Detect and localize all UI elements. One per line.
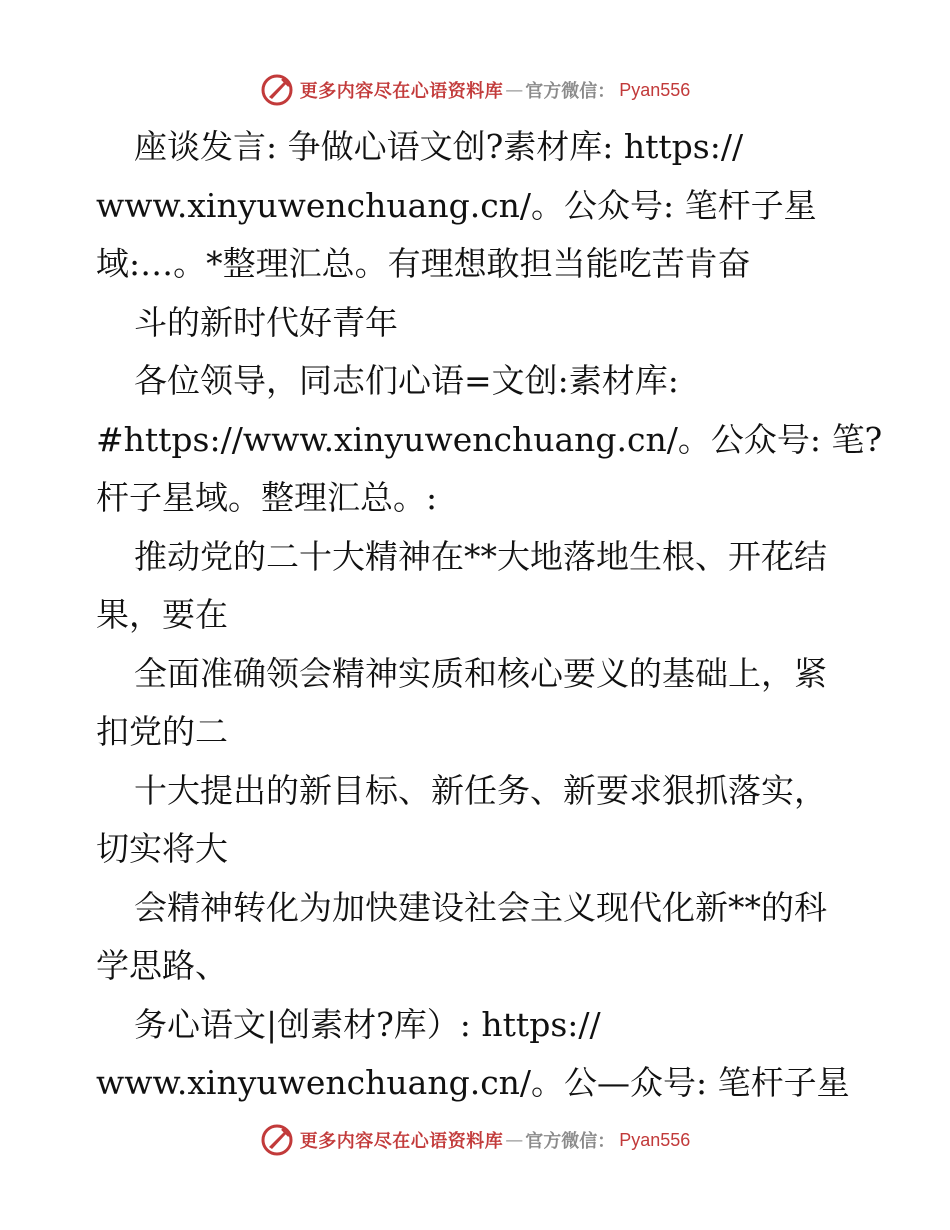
text-line: 全面准确领会精神实质和核心要义的基础上，紧 xyxy=(134,653,827,693)
text-line: 切实将大 xyxy=(96,829,228,868)
watermark-header xyxy=(0,70,950,110)
watermark-official-label: 官方微信： xyxy=(525,1131,616,1152)
text-line: www.xinyuwenchuang.cn/。公众号: 笔杆子星 xyxy=(96,185,817,225)
text-line: 扣党的二 xyxy=(96,712,228,751)
watermark-official-label: 官方微信： xyxy=(525,81,616,102)
watermark-footer xyxy=(0,1120,950,1160)
text-line: #https://www.xinyuwenchuang.cn/。公众号: 笔? xyxy=(96,419,883,459)
text-line: 务心语文|创素材?库）: https:// xyxy=(134,1004,601,1044)
watermark-separator: — xyxy=(505,79,524,101)
watermark-main-text: 更多内容尽在心语资料库 xyxy=(299,81,504,102)
text-line: 推动党的二十大精神在**大地落地生根、开花结 xyxy=(134,536,827,576)
text-line: www.xinyuwenchuang.cn/。公—众号: 笔杆子星 xyxy=(96,1063,850,1102)
text-line: 斗的新时代好青年 xyxy=(134,302,398,342)
text-line: 域:…。*整理汇总。有理想敢担当能吃苦肯奋 xyxy=(96,244,751,283)
watermark-wechat-id: Pyan556 xyxy=(619,1129,691,1150)
watermark-separator: — xyxy=(505,1129,524,1151)
quill-seal-icon xyxy=(260,73,294,107)
text-line: 杆子星域。整理汇总。: xyxy=(96,478,438,517)
quill-seal-icon xyxy=(260,1123,294,1157)
document-body xyxy=(96,118,883,1113)
watermark-wechat-id: Pyan556 xyxy=(619,79,691,100)
text-line: 十大提出的新目标、新任务、新要求狠抓落实， xyxy=(134,770,827,810)
text-line: 果，要在 xyxy=(96,595,228,634)
text-line: 学思路、 xyxy=(96,946,228,985)
text-line: 各位领导，同志们心语=文创:素材库: xyxy=(134,361,679,400)
text-line: 座谈发言: 争做心语文创?素材库: https:// xyxy=(134,127,744,166)
watermark-main-text: 更多内容尽在心语资料库 xyxy=(299,1131,504,1152)
text-line: 会精神转化为加快建设社会主义现代化新**的科 xyxy=(134,887,827,927)
